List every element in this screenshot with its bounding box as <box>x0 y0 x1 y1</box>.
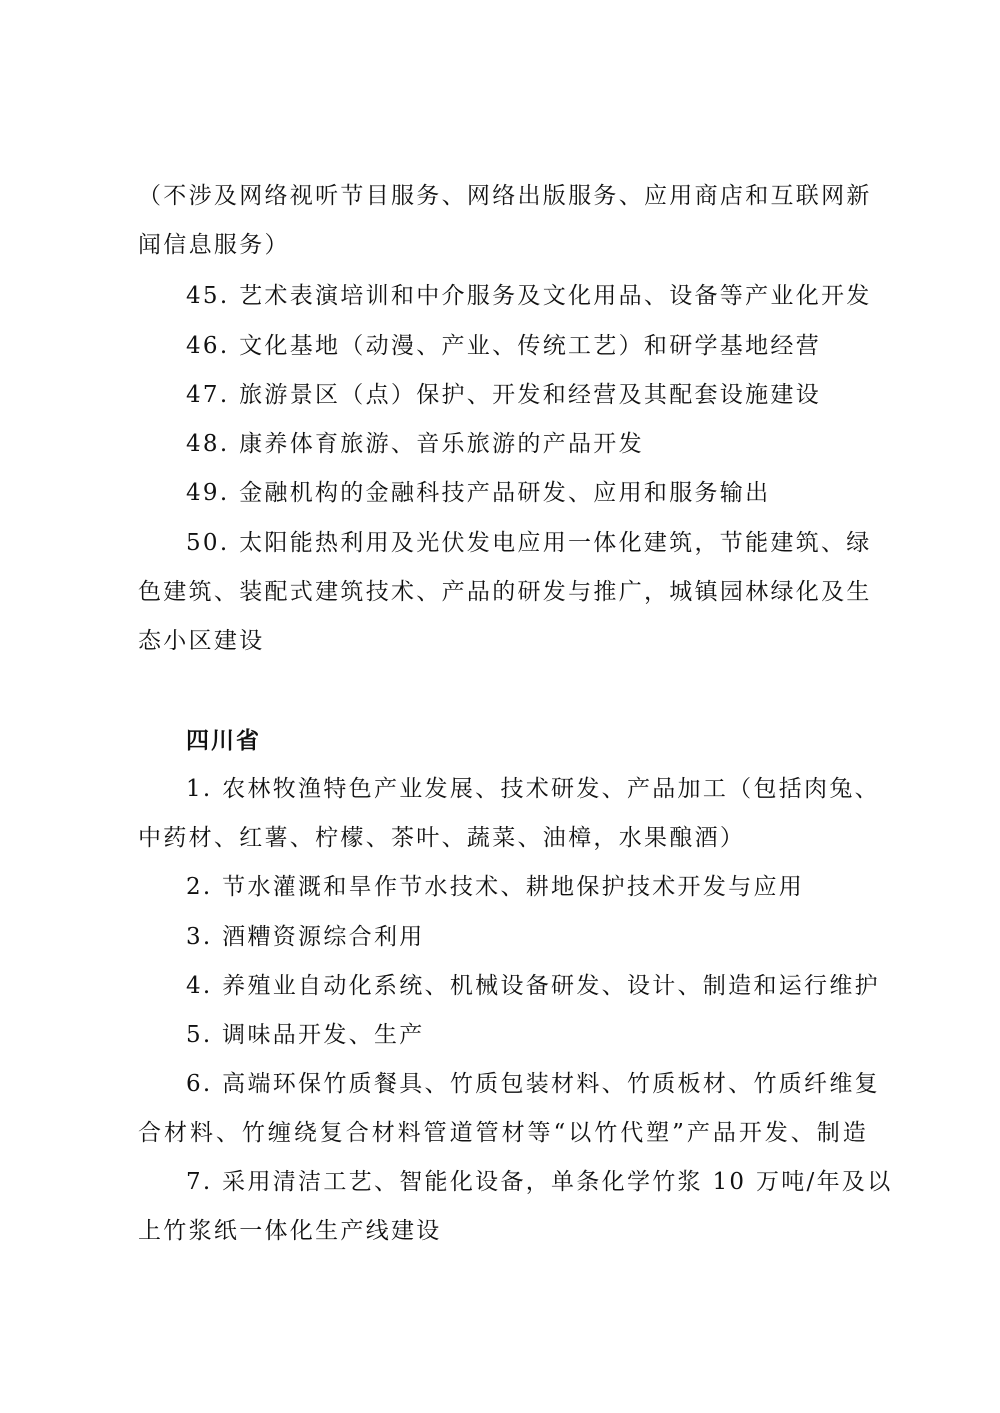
paragraph-line: （不涉及网络视听节目服务、网络出版服务、应用商店和互联网新 <box>138 183 872 209</box>
list-item: 7. 采用清洁工艺、智能化设备，单条化学竹浆 10 万吨/年及以 <box>186 1169 893 1195</box>
list-item-continuation: 态小区建设 <box>138 628 265 654</box>
section-heading: 四川省 <box>186 728 261 754</box>
list-item: 4. 养殖业自动化系统、机械设备研发、设计、制造和运行维护 <box>186 973 880 999</box>
list-item: 5. 调味品开发、生产 <box>186 1022 425 1048</box>
list-item-continuation: 合材料、竹缠绕复合材料管道管材等“以竹代塑”产品开发、制造 <box>138 1120 868 1146</box>
list-item: 2. 节水灌溉和旱作节水技术、耕地保护技术开发与应用 <box>186 874 805 900</box>
list-item-continuation: 上竹浆纸一体化生产线建设 <box>138 1218 442 1244</box>
list-item: 48. 康养体育旅游、音乐旅游的产品开发 <box>186 431 644 457</box>
paragraph-line: 闻信息服务） <box>138 232 290 258</box>
list-item: 6. 高端环保竹质餐具、竹质包装材料、竹质板材、竹质纤维复 <box>186 1071 880 1097</box>
list-item: 47. 旅游景区（点）保护、开发和经营及其配套设施建设 <box>186 382 821 408</box>
list-item: 46. 文化基地（动漫、产业、传统工艺）和研学基地经营 <box>186 333 821 359</box>
list-item: 1. 农林牧渔特色产业发展、技术研发、产品加工（包括肉兔、 <box>186 776 880 802</box>
list-item-continuation: 色建筑、装配式建筑技术、产品的研发与推广，城镇园林绿化及生 <box>138 579 872 605</box>
list-item: 3. 酒糟资源综合利用 <box>186 924 425 950</box>
list-item: 49. 金融机构的金融科技产品研发、应用和服务输出 <box>186 480 771 506</box>
list-item: 50. 太阳能热利用及光伏发电应用一体化建筑，节能建筑、绿 <box>186 530 872 556</box>
list-item-continuation: 中药材、红薯、柠檬、茶叶、蔬菜、油樟，水果酿酒） <box>138 825 746 851</box>
list-item: 45. 艺术表演培训和中介服务及文化用品、设备等产业化开发 <box>186 283 872 309</box>
